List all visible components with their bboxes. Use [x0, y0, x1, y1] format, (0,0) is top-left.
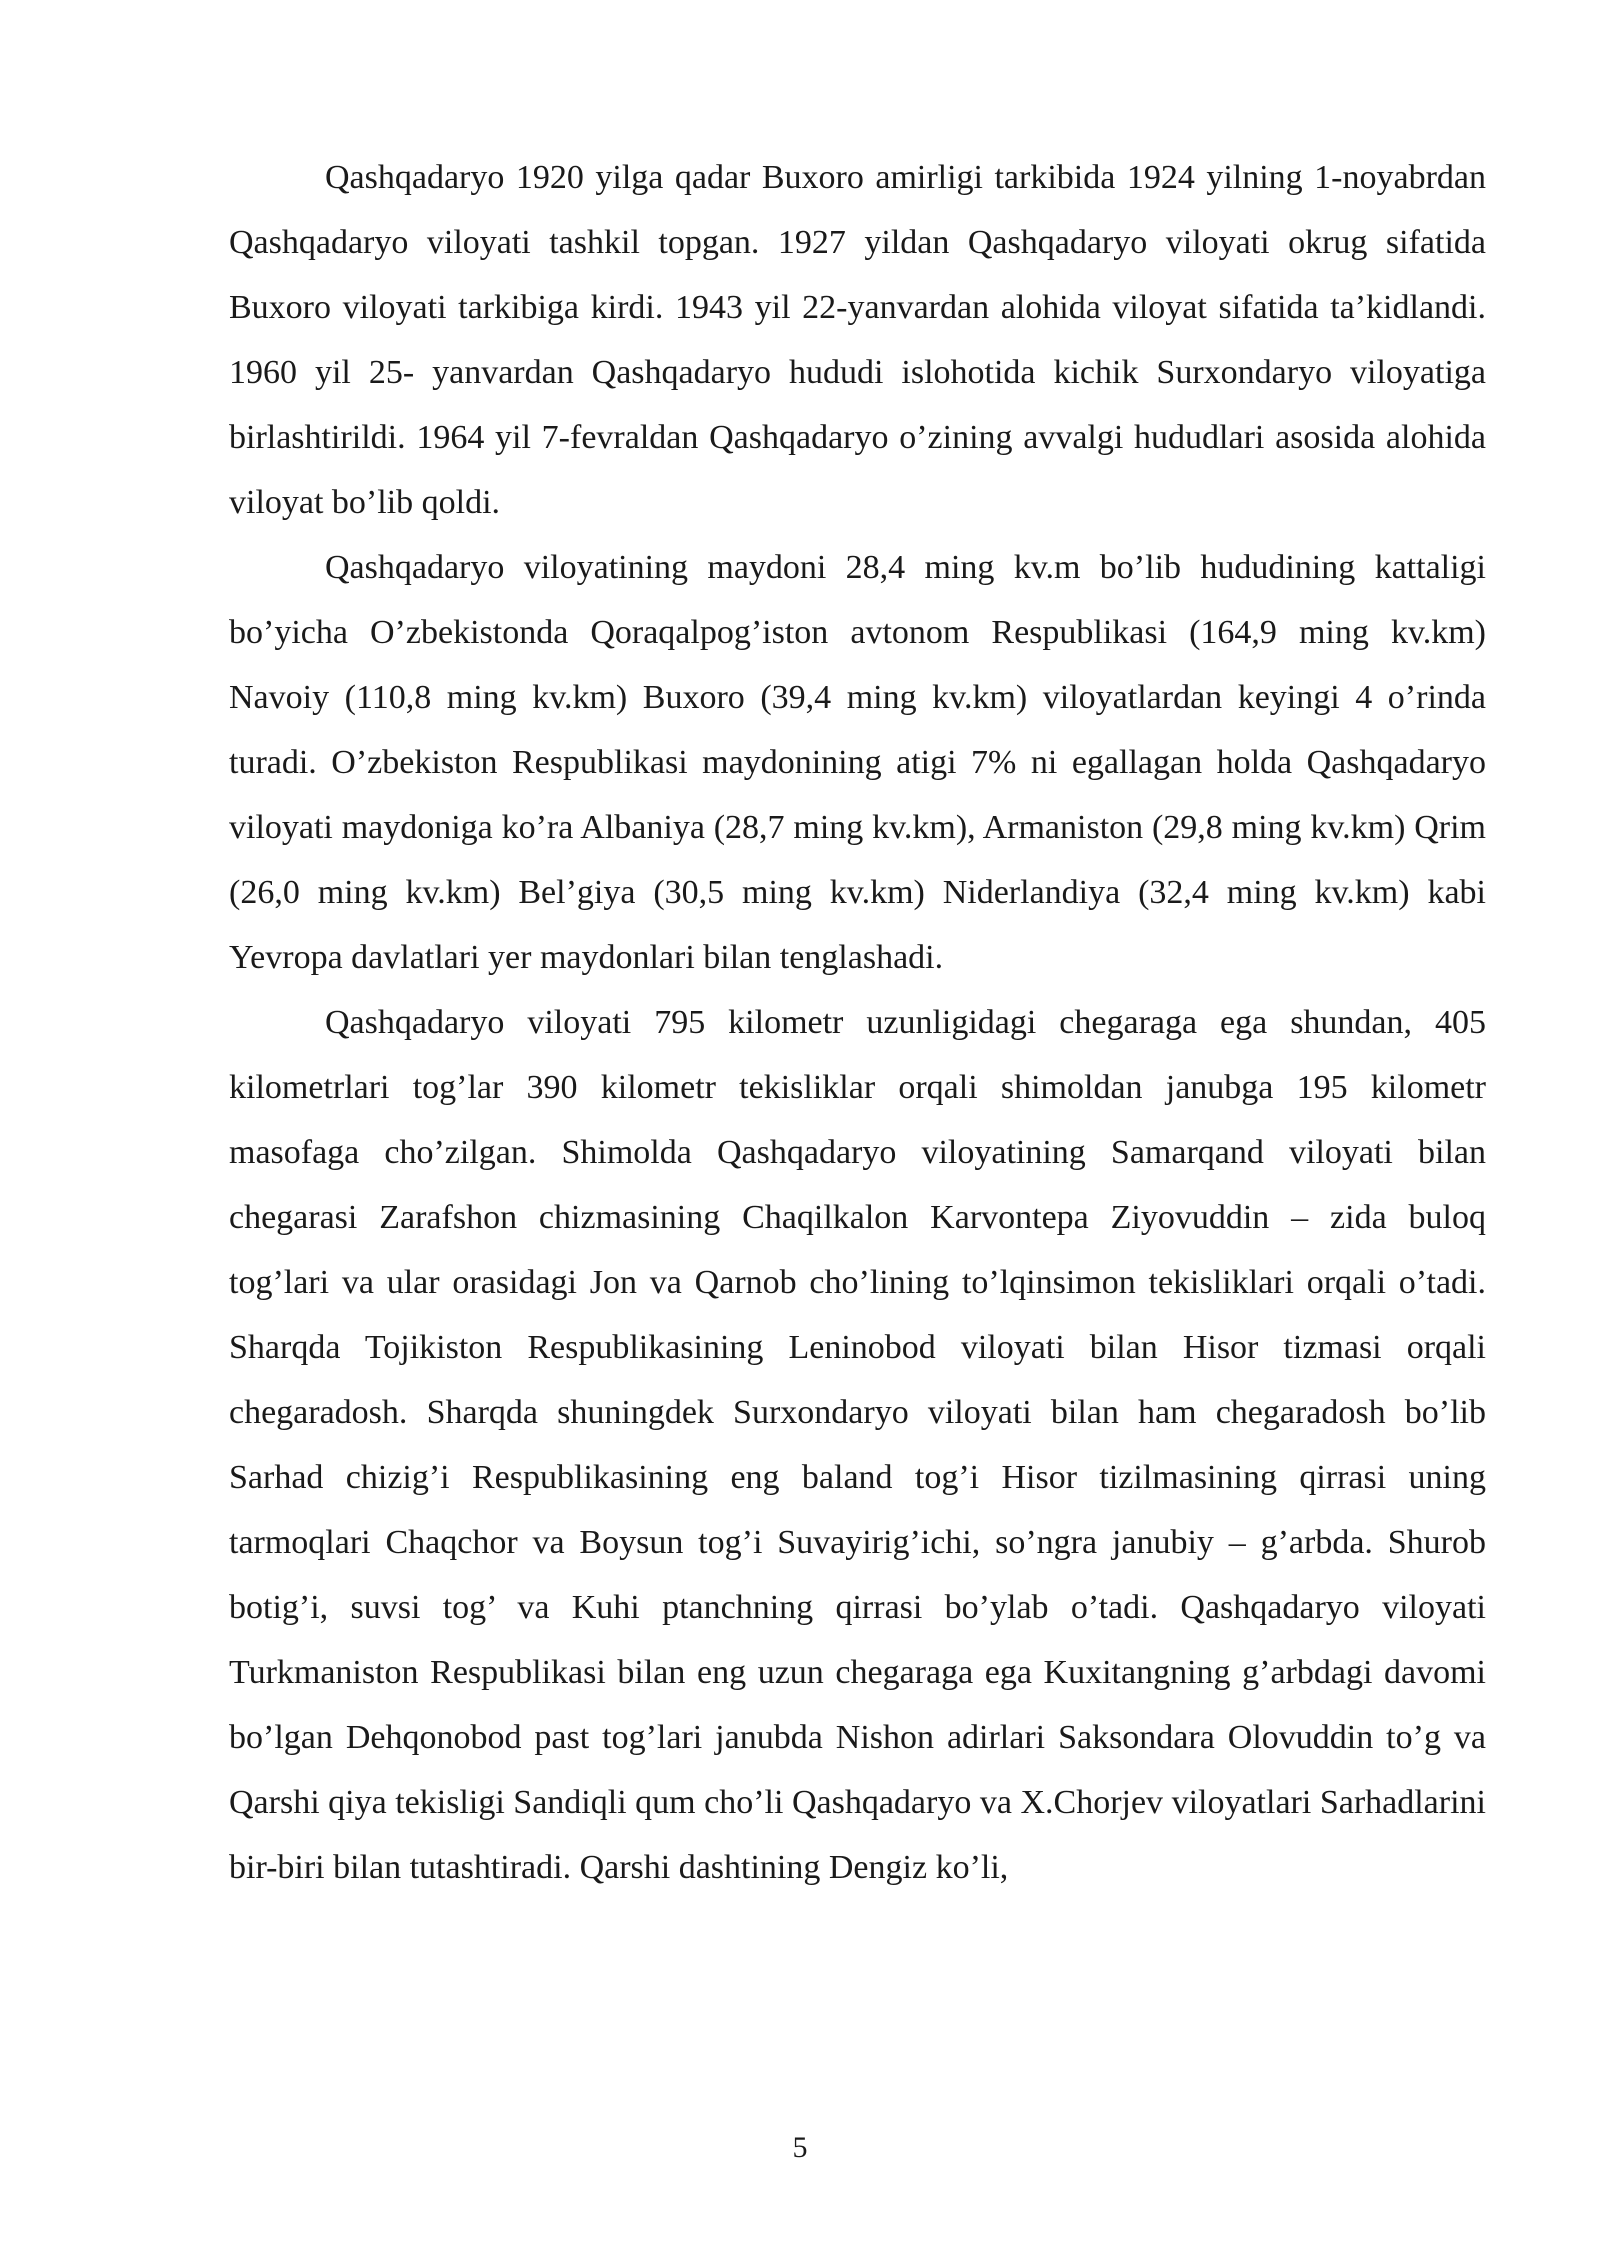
paragraph-3: Qashqadaryo viloyati 795 kilometr uzunligidagi chegaraga ega shundan, 405 kilometrlari tog’lar 390 kilometr tekisliklar orqali shimoldan janubga 195 kilometr masofaga cho’zilgan. Shimolda Qashqadaryo viloyatining Samarqand viloyati bilan chegarasi Zarafshon chizmasining Chaqilkalon Karvontepa Ziyovuddin – zida buloq tog’lari va ular orasidagi Jon va Qarnob cho’lining to’lqinsimon tekisliklari orqali o’tadi. Sharqda Tojikiston Respublikasining Leninobod viloyati bilan Hisor tizmasi orqali chegaradosh. Sharqda shuningdek Surxondaryo viloyati bilan ham chegaradosh bo’lib Sarhad chizig’i Respublikasining eng baland tog’i Hisor tizilmasining qirrasi uning tarmoqlari Chaqchor va Boysun tog’i Suvayirig’ichi, so’ngra janubiy – g’arbda. Shurob botig’i, suvsi tog’ va Kuhi ptanchning qirrasi bo’ylab o’tadi. Qashqadaryo viloyati Turkmaniston Respublikasi bilan eng uzun chegaraga ega Kuxitangning g’arbdagi davomi bo’lgan Dehqonobod past tog’lari janubda Nishon adirlari Saksondara Olovuddin to’g va Qarshi qiya tekisligi Sandiqli qum cho’li Qashqadaryo va X.Chorjev viloyatlari Sarhadlarini bir-biri bilan tutashtiradi. Qarshi dashtining Dengiz ko’li, [229, 1004, 1486, 1886]
body-text [229, 145, 1486, 1900]
paragraph-1: Qashqadaryo 1920 yilga qadar Buxoro amirligi tarkibida 1924 yilning 1-noyabrdan Qashqadaryo viloyati tashkil topgan. 1927 yildan Qashqadaryo viloyati okrug sifatida Buxoro viloyati tarkibiga kirdi. 1943 yil 22-yanvardan alohida viloyat sifatida ta’kidlandi. 1960 yil 25- yanvardan Qashqadaryo hududi islohotida kichik Surxondaryo viloyatiga birlashtirildi. 1964 yil 7-fevraldan Qashqadaryo o’zining avvalgi hududlari asosida alohida viloyat bo’lib qoldi. [229, 159, 1486, 521]
paragraph-2: Qashqadaryo viloyatining maydoni 28,4 ming kv.m bo’lib hududining kattaligi bo’yicha O’zbekistonda Qoraqalpog’iston avtonom Respublikasi (164,9 ming kv.km) Navoiy (110,8 ming kv.km) Buxoro (39,4 ming kv.km) viloyatlardan keyingi 4 o’rinda turadi. O’zbekiston Respublikasi maydonining atigi 7% ni egallagan holda Qashqadaryo viloyati maydoniga ko’ra Albaniya (28,7 ming kv.km), Armaniston (29,8 ming kv.km) Qrim (26,0 ming kv.km) Bel’giya (30,5 ming kv.km) Niderlandiya (32,4 ming kv.km) kabi Yevropa davlatlari yer maydonlari bilan tenglashadi. [229, 549, 1486, 976]
page-number: 5 [792, 2131, 808, 2164]
